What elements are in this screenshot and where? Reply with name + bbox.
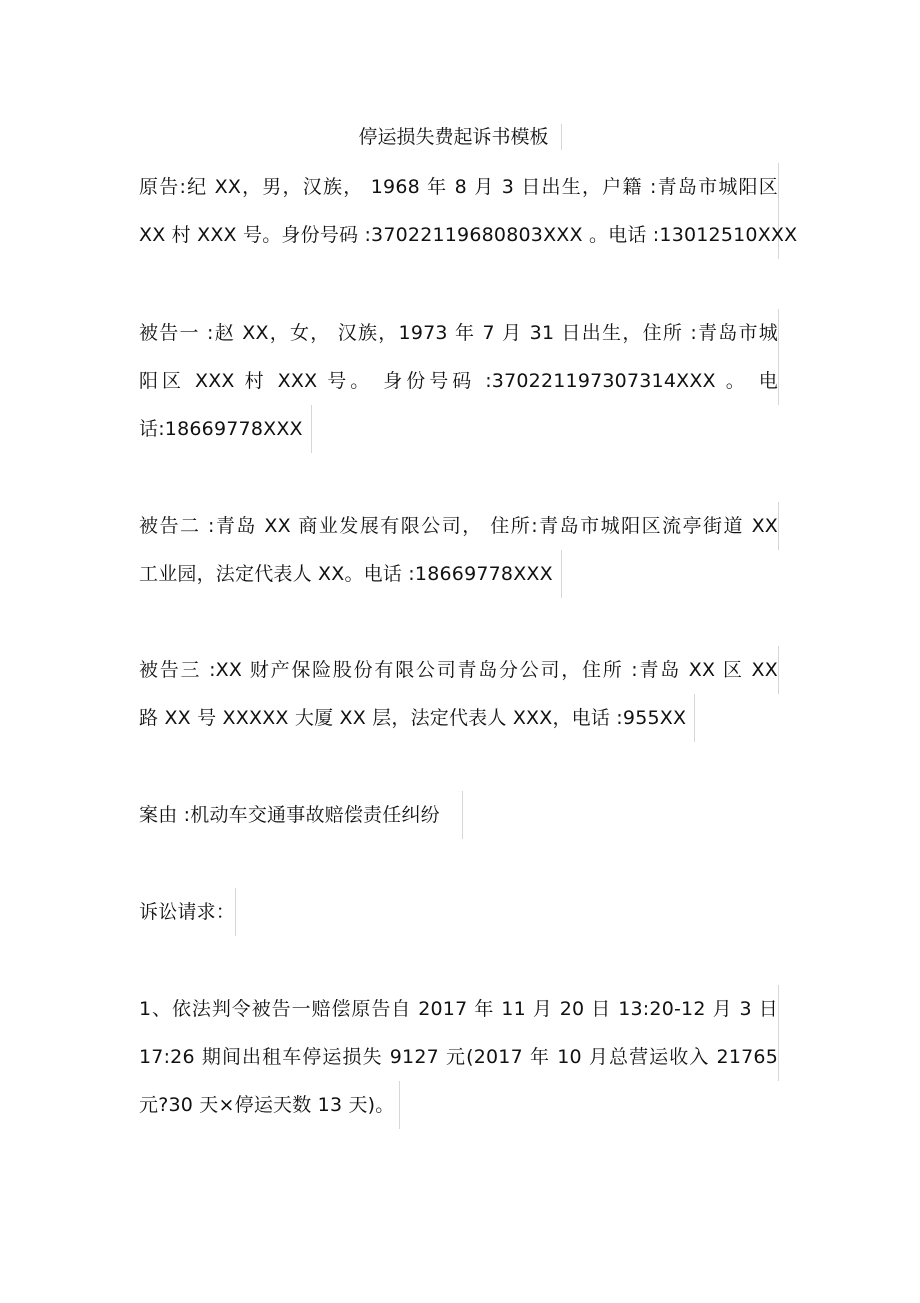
defendant1-paragraph (139, 309, 779, 453)
defendant3-paragraph (139, 646, 779, 742)
cause-paragraph (139, 791, 779, 839)
claim1-line-3: 元?30 天×停运天数 13 天)。 (139, 1081, 400, 1129)
plaintiff-line-2: XX 村 XXX 号。身份号码 :37022119680803XXX 。电话 :13012510XXX (139, 211, 779, 259)
document-title (0, 124, 920, 150)
claims-heading: 诉讼请求： (139, 888, 236, 936)
defendant1-line-3: 话:18669778XXX (139, 405, 312, 453)
defendant2-line-1: 被告二 :青岛 XX 商业发展有限公司， 住所:青岛市城阳区流亭街道 XX (139, 502, 779, 550)
claim1-line-2: 17:26 期间出租车停运损失 9127 元(2017 年 10 月总营运收入 21765 (139, 1033, 779, 1081)
claims-heading-paragraph (139, 888, 779, 936)
claim1-paragraph (139, 985, 779, 1129)
document-title-text: 停运损失费起诉书模板 (358, 124, 561, 150)
defendant1-line-2: 阳区 XXX 村 XXX 号。 身份号码 :370221197307314XXX 。 电 (139, 357, 779, 405)
defendant1-line-1: 被告一 :赵 XX，女， 汉族，1973 年 7 月 31 日出生，住所 :青岛市城 (139, 309, 779, 357)
cause-text: 案由 :机动车交通事故赔偿责任纠纷 (139, 791, 463, 839)
plaintiff-paragraph (139, 163, 798, 259)
defendant2-line-2: 工业园，法定代表人 XX。电话 :18669778XXX (139, 550, 562, 598)
defendant3-line-1: 被告三 :XX 财产保险股份有限公司青岛分公司，住所 :青岛 XX 区 XX (139, 646, 779, 694)
defendant2-paragraph (139, 502, 779, 598)
claim1-line-1: 1、依法判令被告一赔偿原告自 2017 年 11 月 20 日 13:20-12 月 3 日 (139, 985, 779, 1033)
plaintiff-line-1: 原告:纪 XX，男，汉族， 1968 年 8 月 3 日出生，户籍 :青岛市城阳区 (139, 163, 779, 211)
defendant3-line-2: 路 XX 号 XXXXX 大厦 XX 层，法定代表人 XXX，电话 :955XX (139, 694, 695, 742)
